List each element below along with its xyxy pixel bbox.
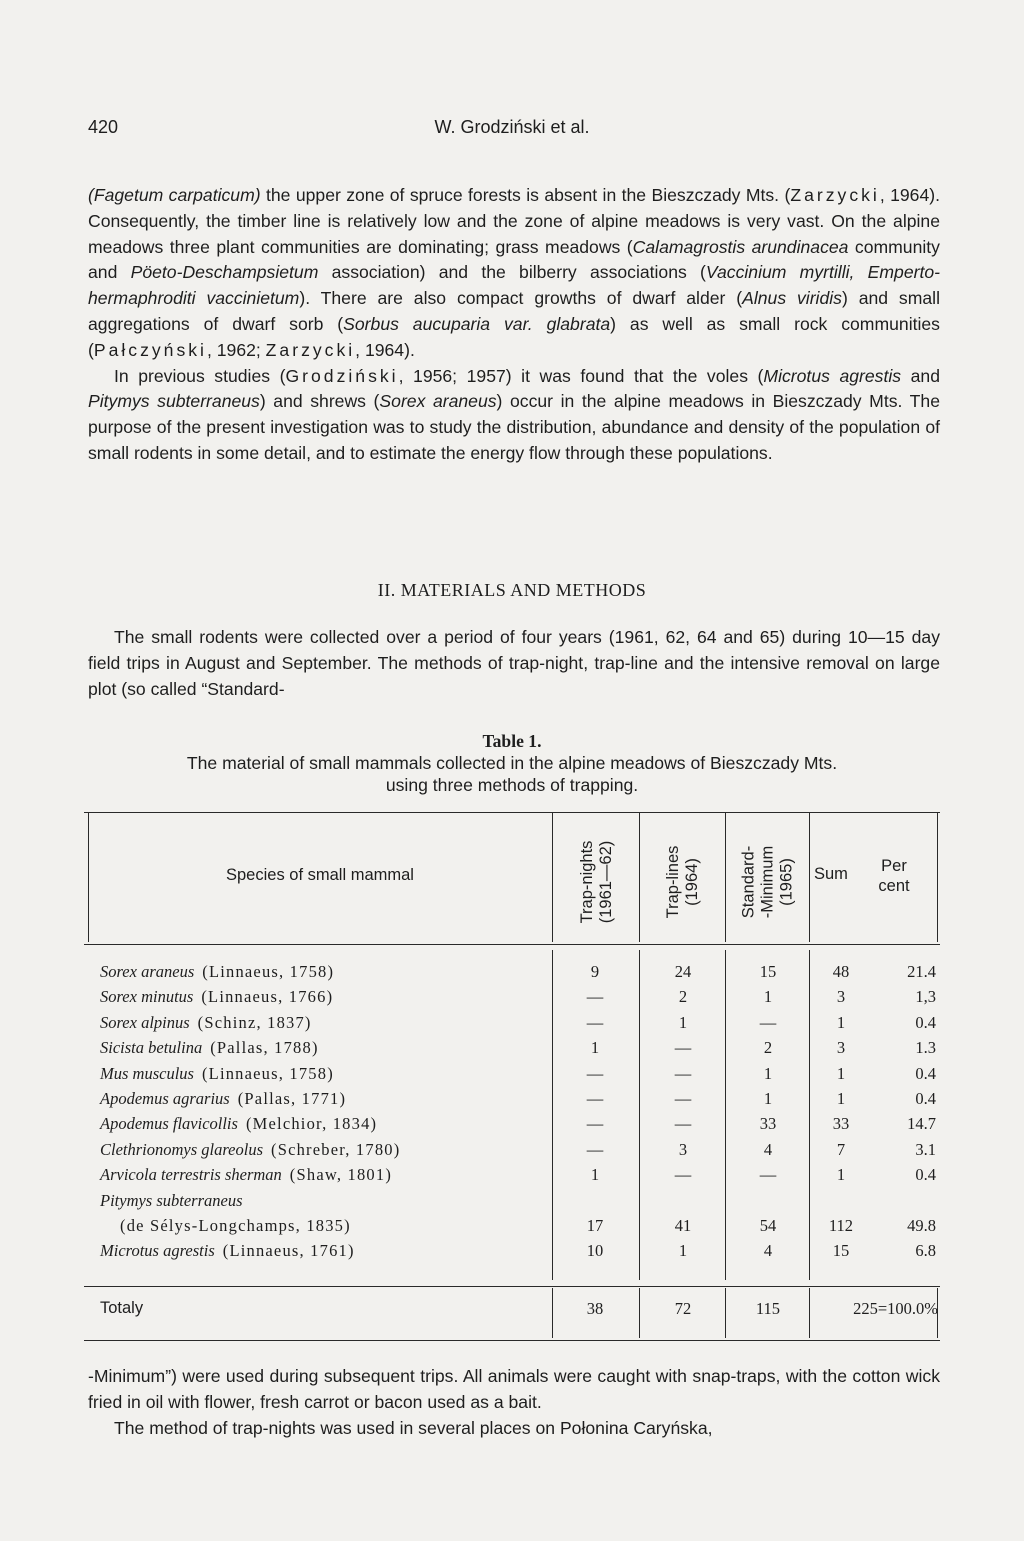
table-row — [84, 1089, 940, 1114]
caption-line-2: using three methods of trapping. — [385, 775, 639, 795]
species-name: Arvicola terrestris sherman — [100, 1165, 282, 1185]
italic-term: Calamagrostis arundinacea — [632, 236, 849, 257]
species-name-cell — [100, 1140, 400, 1160]
trap-lines-cell: — — [674, 1038, 692, 1058]
italic-term: Sorbus aucuparia var. glabrata — [343, 313, 611, 334]
italic-term: Pitymys subterraneus — [88, 391, 260, 412]
total-standard-minimum: 115 — [755, 1299, 781, 1318]
text-run: community and — [88, 236, 940, 283]
italic-term: Alnus viridis — [742, 288, 842, 309]
trap-lines-cell: 24 — [674, 962, 692, 981]
standard-minimum-cell: — — [759, 1165, 777, 1185]
species-name: Pitymys subterraneus — [100, 1190, 243, 1210]
species-name: Sorex araneus — [100, 962, 195, 981]
standard-minimum-cell: — — [759, 1012, 777, 1032]
species-author: (Linnaeus, 1758) — [202, 962, 335, 981]
author-name: Grodziński — [285, 365, 399, 386]
text-run: , 1956; 1957) it was found that the voles ( — [398, 365, 764, 386]
percent-cell: 0.4 — [915, 1089, 936, 1108]
trap-lines-cell: 3 — [678, 1139, 688, 1159]
trap-lines-cell: 1 — [678, 1241, 688, 1261]
species-name: Apodemus flavicollis — [100, 1114, 238, 1134]
trap-nights-cell: — — [586, 1114, 604, 1134]
species-name-cell — [100, 1064, 334, 1084]
sum-cell: 1 — [836, 1063, 846, 1083]
trap-lines-cell: 1 — [678, 1012, 688, 1032]
total-trap-nights: 38 — [586, 1299, 604, 1318]
table-row — [84, 1165, 940, 1190]
species-author: (Linnaeus, 1761) — [222, 1241, 355, 1261]
species-author: (Schinz, 1837) — [197, 1012, 312, 1032]
table-rule-top — [84, 812, 940, 813]
sum-cell: 48 — [832, 962, 850, 981]
trap-lines-cell: 41 — [674, 1216, 692, 1235]
sum-cell: 3 — [836, 1038, 846, 1058]
text-run: , 1962; — [206, 339, 266, 360]
standard-minimum-cell: 54 — [759, 1216, 777, 1235]
methods-paragraph-3: The method of trap-nights was used in several places on Połonina Caryńska, — [114, 1417, 713, 1438]
table-caption — [60, 730, 964, 796]
text-run: , 1964). Consequently, the timber line is relatively low and the zone of alpine meadows is very vast. On the alpine meadows three plant communities are dominating; grass meadows ( — [88, 185, 940, 257]
standard-minimum-cell: 4 — [763, 1241, 773, 1261]
trap-nights-cell: — — [586, 1089, 604, 1108]
percent-cell: 21.4 — [907, 962, 936, 981]
header-trap-lines — [640, 826, 725, 938]
table-row — [84, 1013, 940, 1038]
species-name-cell — [100, 1114, 377, 1134]
header-standard-minimum — [726, 826, 809, 938]
species-name: Sicista betulina — [100, 1038, 203, 1058]
data-table — [84, 808, 940, 1343]
sum-cell: 15 — [832, 1241, 850, 1261]
caption-line-1: The material of small mammals collected in the alpine meadows of Bieszczady Mts. — [186, 753, 838, 773]
text-run: , 1964). — [355, 339, 415, 360]
section-heading: II. MATERIALS AND METHODS — [377, 580, 647, 600]
header-line: (1964) — [682, 858, 701, 906]
species-name-cell — [100, 1191, 243, 1211]
species-name-cell — [100, 1216, 351, 1236]
header-line: (1965) — [777, 858, 795, 906]
sum-cell: 3 — [836, 987, 846, 1007]
table-row — [84, 1241, 940, 1266]
species-name-cell — [100, 1013, 312, 1033]
text-run: association) and the bilberry associations ( — [318, 262, 706, 283]
sum-cell: 1 — [836, 1165, 846, 1185]
species-name-cell — [100, 1165, 392, 1185]
percent-cell: 0.4 — [915, 1165, 936, 1185]
table-vline — [552, 812, 553, 942]
trap-nights-cell: 17 — [586, 1216, 604, 1235]
standard-minimum-cell: 1 — [763, 987, 773, 1007]
species-name-cell — [100, 1089, 346, 1109]
trap-nights-cell: 9 — [590, 962, 600, 981]
species-name: Sorex alpinus — [100, 1012, 190, 1032]
table-rule-body-end — [84, 1286, 940, 1287]
text-run: In previous studies ( — [114, 365, 286, 386]
table-vline — [937, 812, 938, 942]
percent-cell: 1,3 — [915, 987, 936, 1007]
header-line: Trap-lines — [663, 845, 682, 919]
table-row — [84, 1216, 940, 1241]
header-line: Standard- — [739, 845, 757, 919]
trap-nights-cell: 1 — [590, 1165, 600, 1185]
species-author: (Melchior, 1834) — [245, 1114, 378, 1134]
standard-minimum-cell: 2 — [763, 1038, 773, 1058]
page-number: 420 — [88, 117, 119, 137]
header-trap-nights — [554, 826, 639, 938]
trap-lines-cell: — — [674, 1165, 692, 1185]
table-rule-header — [84, 944, 940, 945]
text-run: ) and shrews ( — [259, 391, 380, 412]
header-line: -Minimum — [758, 845, 776, 919]
percent-cell: 3.1 — [915, 1139, 936, 1159]
species-name: Clethrionomys glareolus — [100, 1139, 264, 1159]
species-name-cell — [100, 1038, 319, 1058]
trap-lines-cell: — — [674, 1063, 692, 1083]
percent-cell: 14.7 — [907, 1114, 936, 1134]
methods-paragraph-2: -Minimum”) were used during subsequent trips. All animals were caught with snap-traps, with the cotton wick fried in oil with flower, fresh carrot or bacon used as a bait. — [88, 1366, 940, 1412]
percent-cell: 6.8 — [915, 1241, 936, 1261]
table-row — [84, 1114, 940, 1139]
standard-minimum-cell: 4 — [763, 1139, 773, 1159]
author-name: Zarzycki — [790, 185, 880, 205]
species-author: (Linnaeus, 1758) — [201, 1063, 334, 1083]
trap-nights-cell: 1 — [590, 1038, 600, 1058]
text-run: ) as well as small rock communities ( — [88, 313, 940, 360]
species-author: (Linnaeus, 1766) — [201, 987, 334, 1007]
methods-text — [88, 625, 940, 702]
standard-minimum-cell: 33 — [759, 1114, 777, 1134]
species-name: Mus musculus — [100, 1063, 194, 1083]
table-row — [84, 1140, 940, 1165]
table-number: Table 1. — [482, 731, 542, 751]
species-author: (Shaw, 1801) — [289, 1165, 393, 1185]
text-run: and — [901, 365, 940, 386]
percent-cell: 1.3 — [915, 1038, 936, 1058]
text-run: ). There are also compact growths of dwarf alder ( — [299, 288, 743, 309]
intro-text — [88, 183, 940, 467]
species-name-cell — [100, 1241, 355, 1261]
author-name: Zarzycki — [265, 339, 356, 360]
standard-minimum-cell: 1 — [763, 1089, 773, 1108]
italic-term: Microtus agrestis — [763, 365, 902, 386]
species-author: (Schreber, 1780) — [271, 1139, 401, 1159]
trap-nights-cell: — — [586, 1139, 604, 1159]
trap-lines-cell: — — [674, 1114, 692, 1134]
italic-term: Sorex araneus — [379, 391, 497, 412]
trap-nights-cell: — — [586, 987, 604, 1007]
header-sum: Sum — [814, 865, 848, 883]
table-row — [84, 1064, 940, 1089]
sum-cell: 112 — [828, 1216, 854, 1235]
species-name-cell — [100, 987, 333, 1007]
italic-term: Pöeto-Deschampsietum — [130, 262, 319, 283]
species-name: Apodemus agrarius — [100, 1089, 230, 1108]
percent-cell: 0.4 — [915, 1012, 936, 1032]
species-name-cell — [100, 962, 334, 982]
header-line: (1961—62) — [596, 840, 615, 924]
species-name: Microtus agrestis — [100, 1241, 215, 1261]
total-row — [84, 1299, 940, 1324]
methods-paragraph-1: The small rodents were collected over a period of four years (1961, 62, 64 and 65) during 10—15 day field trips in August and September. The methods of trap-night, trap-line and the intensive removal on large plot (so called “Standard- — [88, 627, 940, 699]
sum-cell: 1 — [836, 1089, 846, 1108]
header-species: Species of small mammal — [226, 866, 414, 884]
total-sum-percent: 225=100.0% — [853, 1299, 938, 1318]
sum-cell: 33 — [832, 1114, 850, 1134]
trap-nights-cell: 10 — [586, 1241, 604, 1261]
table-vline — [809, 812, 810, 942]
trap-nights-cell: — — [586, 1063, 604, 1083]
intro-paragraph-2 — [88, 364, 940, 467]
text-run: ) occur in the alpine meadows in Bieszczady Mts. The purpose of the present investigation was to study the distribution, abundance and density of the population of small rodents in some detail, and to estimate the energy flow through these populations. — [88, 391, 940, 463]
text-run: the upper zone of spruce forests is absent in the Bieszczady Mts. ( — [260, 185, 791, 205]
page-header — [88, 117, 936, 145]
percent-cell: 49.8 — [907, 1216, 936, 1235]
table-rule-bottom — [84, 1340, 940, 1341]
species-author: (Pallas, 1788) — [210, 1038, 319, 1058]
header-line: Per — [881, 857, 907, 875]
header-per-cent — [874, 856, 914, 896]
table-row — [84, 987, 940, 1012]
sum-cell: 1 — [836, 1012, 846, 1032]
species-author: (Pallas, 1771) — [237, 1089, 347, 1108]
table-row — [84, 1038, 940, 1063]
standard-minimum-cell: 1 — [763, 1063, 773, 1083]
table-row — [84, 1191, 940, 1216]
running-title: W. Grodziński et al. — [434, 117, 590, 137]
author-name: Pałczyński — [93, 339, 207, 360]
intro-paragraph-1 — [88, 183, 940, 364]
table-row — [84, 962, 940, 987]
trap-nights-cell: — — [586, 1012, 604, 1032]
header-line: Trap-nights — [577, 840, 596, 924]
methods-text-continued — [88, 1364, 940, 1441]
italic-term: (Fagetum carpaticum) — [88, 185, 261, 205]
sum-cell: 7 — [836, 1139, 846, 1159]
header-line: cent — [878, 877, 910, 895]
trap-lines-cell: 2 — [678, 987, 688, 1007]
total-trap-lines: 72 — [674, 1299, 692, 1318]
standard-minimum-cell: 15 — [759, 962, 777, 981]
total-label: Totaly — [100, 1299, 144, 1317]
text-run: ) and small aggregations of dwarf sorb ( — [88, 288, 940, 334]
trap-lines-cell: — — [674, 1089, 692, 1108]
italic-term: Vaccinium myrtilli, Emperto-hermaphroditi vaccinietum — [88, 262, 940, 309]
species-author: (de Sélys-Longchamps, 1835) — [120, 1216, 351, 1235]
species-name: Sorex minutus — [100, 987, 194, 1007]
percent-cell: 0.4 — [915, 1063, 936, 1083]
